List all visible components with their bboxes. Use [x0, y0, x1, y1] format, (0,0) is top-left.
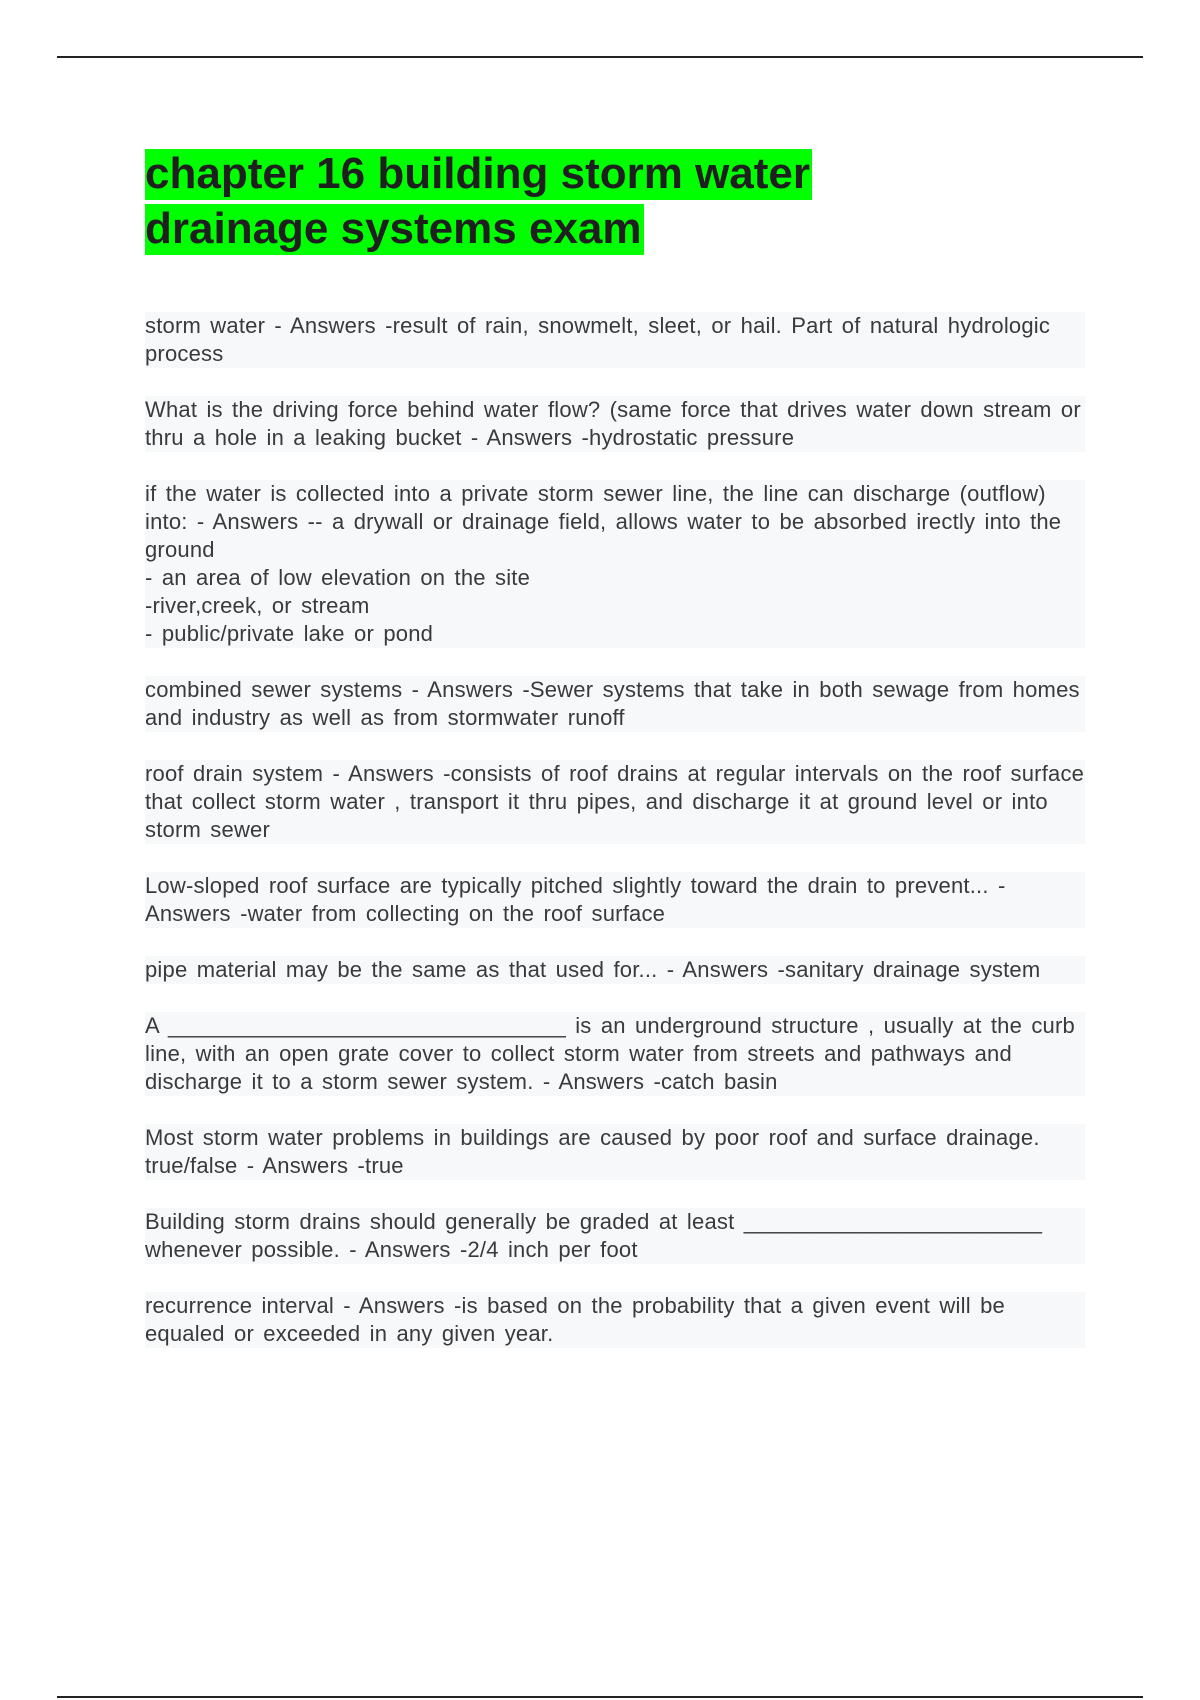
- qa-entry-discharge-options: if the water is collected into a private storm sewer line, the line can discharge (outflow) into: - Answers -- a drywall or drainage field, allows water to be absorbed irectly into the ground - an area of low elevation on the site -river,creek, or stream - public/private lake or pond: [145, 480, 1085, 648]
- qa-entry-combined-sewer: combined sewer systems - Answers -Sewer systems that take in both sewage from homes and industry as well as from stormwater runoff: [145, 676, 1085, 732]
- qa-entry-true-false: Most storm water problems in buildings are caused by poor roof and surface drainage. true/false - Answers -true: [145, 1124, 1085, 1180]
- qa-entry-pipe-material: pipe material may be the same as that used for... - Answers -sanitary drainage system: [145, 956, 1085, 984]
- footer-rule: [57, 1696, 1143, 1698]
- qa-entry-recurrence-interval: recurrence interval - Answers -is based on the probability that a given event will be equaled or exceeded in any given year.: [145, 1292, 1085, 1348]
- qa-entry-driving-force: What is the driving force behind water flow? (same force that drives water down stream or thru a hole in a leaking bucket - Answers -hydrostatic pressure: [145, 396, 1085, 452]
- document-title: [145, 146, 905, 256]
- document-body: [145, 146, 1085, 1376]
- qa-entry-roof-drain: roof drain system - Answers -consists of roof drains at regular intervals on the roof surface that collect storm water , transport it thru pipes, and discharge it at ground level or into storm sewer: [145, 761, 1085, 842]
- title-highlight: chapter 16 building storm water drainage systems exam: [145, 149, 811, 253]
- qa-entry-graded-storm-drains: Building storm drains should generally be graded at least ________________________ whenever possible. - Answers -2/4 inch per foot: [145, 1208, 1085, 1264]
- qa-entry-storm-water: storm water - Answers -result of rain, snowmelt, sleet, or hail. Part of natural hydrologic process: [145, 312, 1085, 368]
- header-rule: [57, 56, 1143, 58]
- qa-entry-catch-basin: A ________________________________ is an underground structure , usually at the curb line, with an open grate cover to collect storm water from streets and pathways and discharge it to a storm sewer system. - Answers -catch basin: [145, 1012, 1085, 1096]
- qa-entry-low-sloped-roof: Low-sloped roof surface are typically pitched slightly toward the drain to prevent... - Answers -water from collecting on the roof surface: [145, 872, 1085, 928]
